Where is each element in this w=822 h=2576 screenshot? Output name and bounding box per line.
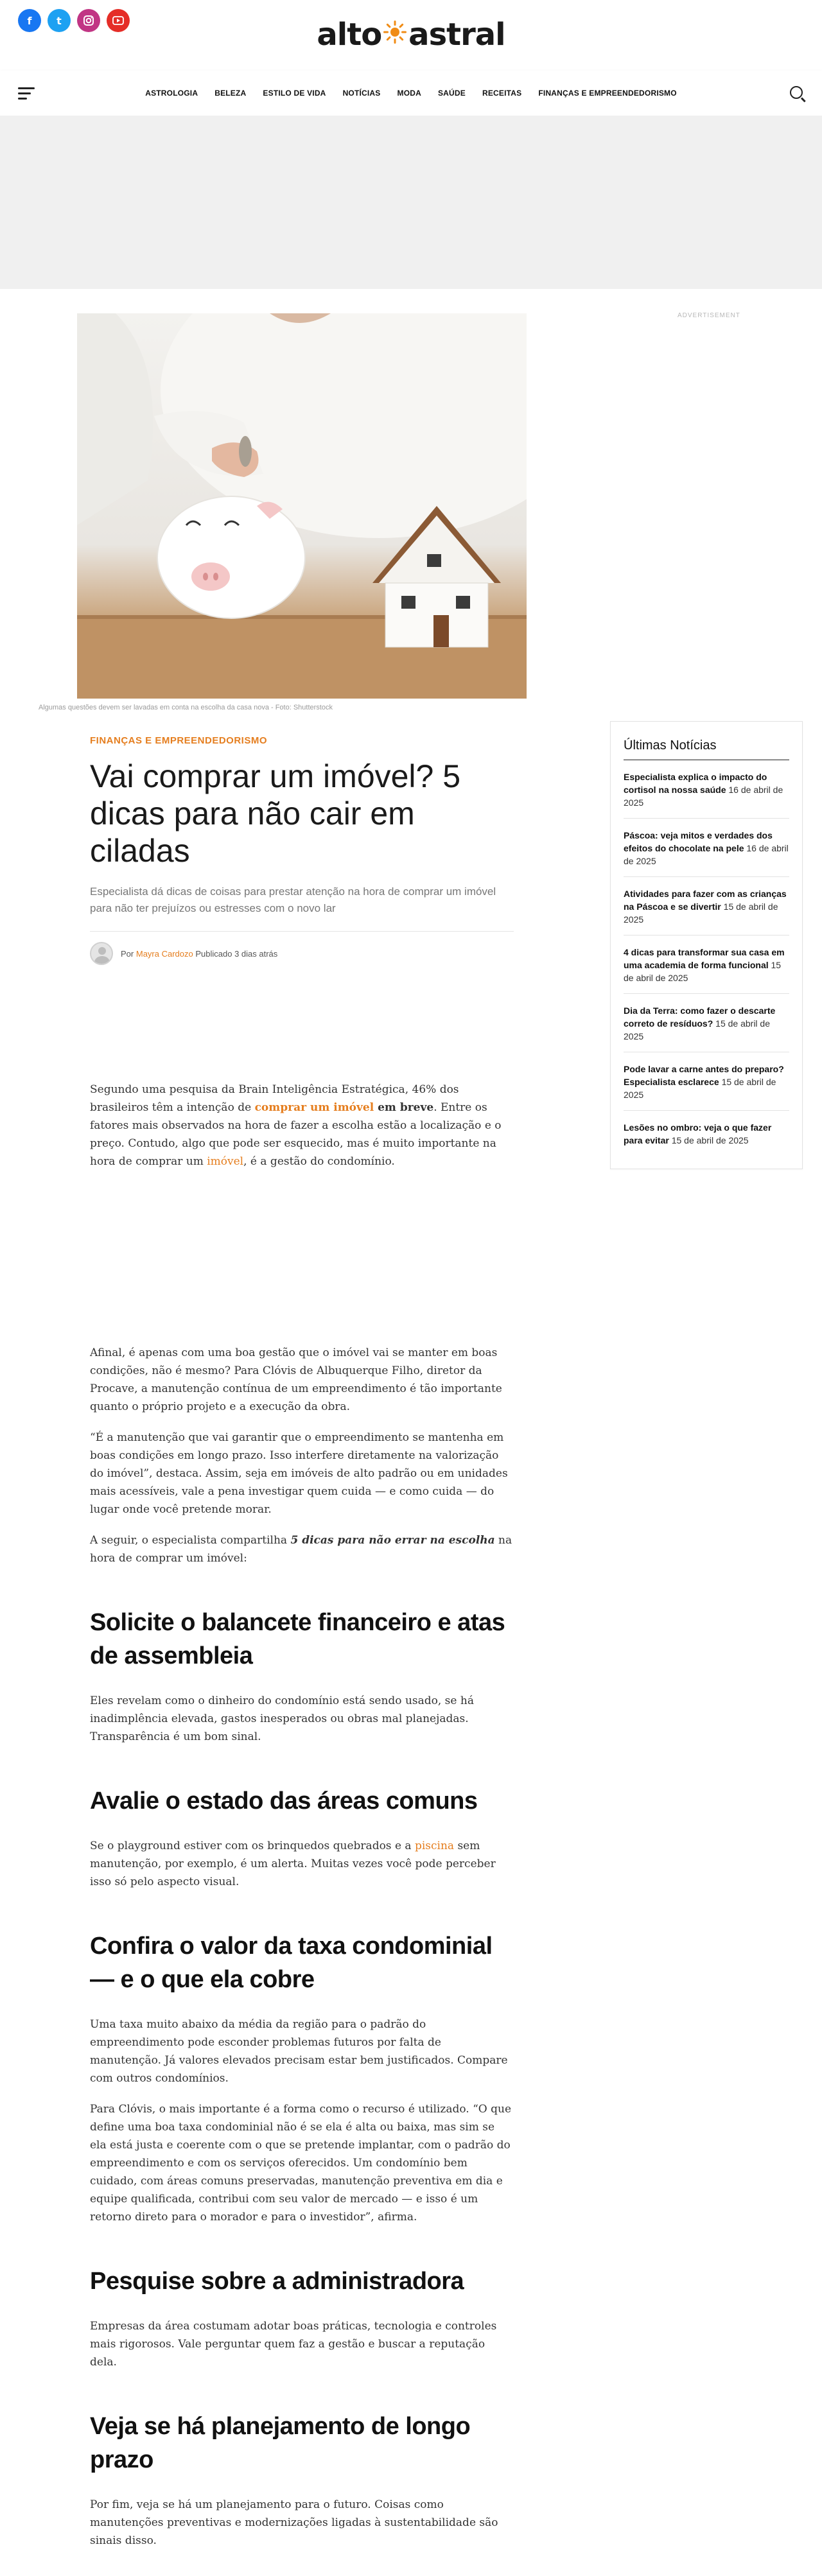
text: em breve (374, 1101, 434, 1114)
news-item-date: 15 de abril de 2025 (624, 901, 778, 925)
section-heading: Pesquise sobre a administradora (90, 2268, 464, 2295)
nav-item-financas[interactable]: FINANÇAS E EMPREENDEDORISMO (538, 89, 677, 98)
text: , é a gestão do condomínio. (243, 1155, 395, 1168)
inline-ad-space (90, 1183, 514, 1344)
sidebar-title: Últimas Notícias (624, 738, 789, 760)
byline-text (121, 949, 277, 959)
nav-item-noticias[interactable]: NOTÍCIAS (342, 89, 381, 98)
nav-menu (0, 89, 822, 98)
news-item[interactable] (624, 887, 789, 936)
buy-property-link[interactable]: comprar um imóvel (254, 1101, 374, 1114)
news-item-title[interactable]: Lesões no ombro: veja o que fazer para evitar (624, 1122, 772, 1145)
section-heading: Confira o valor da taxa condominial — e o que ela cobre (90, 1933, 493, 1993)
article-title: Vai comprar um imóvel? 5 dicas para não cair em ciladas (90, 758, 461, 869)
text: . Entre os fatores mais observados na hora de fazer a escolha estão a localização e o preço. Contudo, algo que pode ser esquecido, mas é muito importante na hora de comprar um (90, 1101, 502, 1168)
article-body (90, 1081, 514, 2550)
news-item[interactable] (624, 1004, 789, 1052)
paragraph: Por fim, veja se há um planejamento para o futuro. Coisas como manutenções preventivas e modernizações ligadas à sustentabilidade são sinais disso. (90, 2498, 498, 2547)
paragraph: Afinal, é apenas com uma boa gestão que o imóvel vai se manter em boas condições, não é mesmo? Para Clóvis de Albuquerque Filho, diretor da Procave, a manutenção contínua de um empreendimento é tão importante quanto o próprio projeto e a execução da obra. (90, 1346, 502, 1413)
facebook-icon[interactable]: f (18, 9, 41, 32)
news-item-date: 15 de abril de 2025 (624, 1018, 770, 1041)
avatar (90, 942, 113, 965)
twitter-icon[interactable]: t (48, 9, 71, 32)
paragraph: Eles revelam como o dinheiro do condomínio está sendo usado, se há inadimplência elevada, gastos inesperados ou obras mal planejadas. Transparência é um bom sinal. (90, 1694, 474, 1743)
byline (90, 931, 514, 965)
news-item-title[interactable]: Dia da Terra: como fazer o descarte correto de resíduos? (624, 1005, 776, 1029)
article-category[interactable]: FINANÇAS E EMPREENDEDORISMO (90, 735, 268, 746)
section-heading: Veja se há planejamento de longo prazo (90, 2413, 471, 2473)
pool-link[interactable]: piscina (414, 1840, 455, 1852)
sun-icon (383, 19, 407, 51)
news-item-title[interactable]: Páscoa: veja mitos e verdades dos efeitos do chocolate na pele (624, 830, 773, 853)
nav-item-beleza[interactable]: BELEZA (214, 89, 247, 98)
news-item-date: 15 de abril de 2025 (624, 1077, 776, 1100)
news-item-title[interactable]: 4 dicas para transformar sua casa em uma academia de forma funcional (624, 947, 785, 970)
nav-item-estilo-de-vida[interactable]: ESTILO DE VIDA (263, 89, 326, 98)
news-item[interactable] (624, 946, 789, 994)
news-item[interactable] (624, 1063, 789, 1111)
site-logo[interactable] (317, 15, 505, 54)
paragraph: Uma taxa muito abaixo da média da região para o padrão do empreendimento pode esconder problemas futuros por falta de manutenção. Já valores elevados precisam estar bem justificados. Compare com outros condomínios. (90, 2018, 508, 2085)
nav-item-moda[interactable]: MODA (397, 89, 421, 98)
paragraph: “É a manutenção que vai garantir que o empreendimento se mantenha em boas condições em longo prazo. Isso interfere diretamente na valorização do imóvel”, destaca. Assim, seja em imóveis de alto padrão ou em unidades mais acessíveis, vale a pena investigar quem cuida — e como cuida — do lugar onde você pretende morar. (90, 1431, 508, 1516)
published-date: Publicado 3 dias atrás (195, 948, 278, 959)
news-item-date: 15 de abril de 2025 (671, 1135, 749, 1145)
hero-caption: Algumas questões devem ser lavadas em conta na escolha da casa nova - Foto: Shutterstock (39, 704, 333, 711)
text: A seguir, o especialista compartilha (90, 1534, 291, 1547)
paragraph: Empresas da área costumam adotar boas práticas, tecnologia e controles mais rigorosos. Vale perguntar quem faz a gestão e buscar a reputação dela. (90, 2320, 497, 2369)
site-header (0, 0, 822, 71)
paragraph (90, 1837, 514, 1891)
text: Se o playground estiver com os brinquedos quebrados e a (90, 1840, 415, 1852)
news-item[interactable] (624, 1121, 789, 1156)
author-link[interactable]: Mayra Cardozo (136, 948, 193, 959)
instagram-icon[interactable] (77, 9, 100, 32)
search-icon[interactable] (790, 86, 803, 99)
news-item-title[interactable]: Pode lavar a carne antes do preparo? Especialista esclarece (624, 1064, 784, 1087)
news-item-title[interactable]: Especialista explica o impacto do cortisol na nossa saúde (624, 772, 767, 795)
news-item[interactable] (624, 770, 789, 819)
paragraph: Para Clóvis, o mais importante é a forma como o recurso é utilizado. “O que define uma boa taxa condominial não é se ela é alta ou baixa, mas sim se ela está justa e coerente com o que se pretende implantar, com o padrão do empreendimento e com os serviços oferecidos. Um condomínio bem cuidado, com áreas comuns preservadas, manutenção preventiva em dia e equipe qualificada, contribui com seu valor de mercado — e isso é um retorno direto para o morador e para o investidor”, afirma. (90, 2103, 512, 2224)
byline-prefix: Por (121, 948, 134, 959)
text: na hora de comprar um imóvel: (90, 1534, 512, 1565)
hero-image (77, 313, 527, 699)
paragraph (90, 1081, 514, 1171)
section-heading: Solicite o balancete financeiro e atas de assembleia (90, 1609, 505, 1669)
text: sem manutenção, por exemplo, é um alerta. Muitas vezes você pode perceber isso só pelo aspecto visual. (90, 1840, 496, 1888)
news-item[interactable] (624, 829, 789, 877)
news-item-title[interactable]: Atividades para fazer com as crianças na Páscoa e se divertir (624, 889, 787, 912)
paragraph (90, 1531, 514, 1567)
article-subtitle: Especialista dá dicas de coisas para prestar atenção na hora de comprar um imóvel para não ter prejuízos ou estresses com o novo lar (90, 885, 496, 914)
nav-item-receitas[interactable]: RECEITAS (482, 89, 522, 98)
news-item-date: 15 de abril de 2025 (624, 960, 782, 983)
nav-item-astrologia[interactable]: ASTROLOGIA (145, 89, 198, 98)
news-item-date: 16 de abril de 2025 (624, 843, 789, 866)
nav-item-saude[interactable]: SAÚDE (437, 89, 466, 98)
youtube-icon[interactable] (107, 9, 130, 32)
main-nav (0, 71, 822, 116)
latest-news-sidebar (610, 721, 803, 1169)
section-heading: Avalie o estado das áreas comuns (90, 1788, 478, 1815)
social-links (18, 9, 130, 32)
advertisement-label: ADVERTISEMENT (678, 312, 740, 319)
ad-banner (0, 116, 822, 289)
article (90, 735, 514, 2563)
property-link[interactable]: imóvel (207, 1155, 244, 1168)
news-item-date: 16 de abril de 2025 (624, 785, 783, 808)
logo-left: alto (317, 17, 382, 53)
logo-right: astral (408, 17, 505, 53)
text: Segundo uma pesquisa da Brain Inteligência Estratégica, 46% dos brasileiros têm a intenção de (90, 1083, 459, 1114)
emphasis: 5 dicas para não errar na escolha (290, 1534, 495, 1547)
